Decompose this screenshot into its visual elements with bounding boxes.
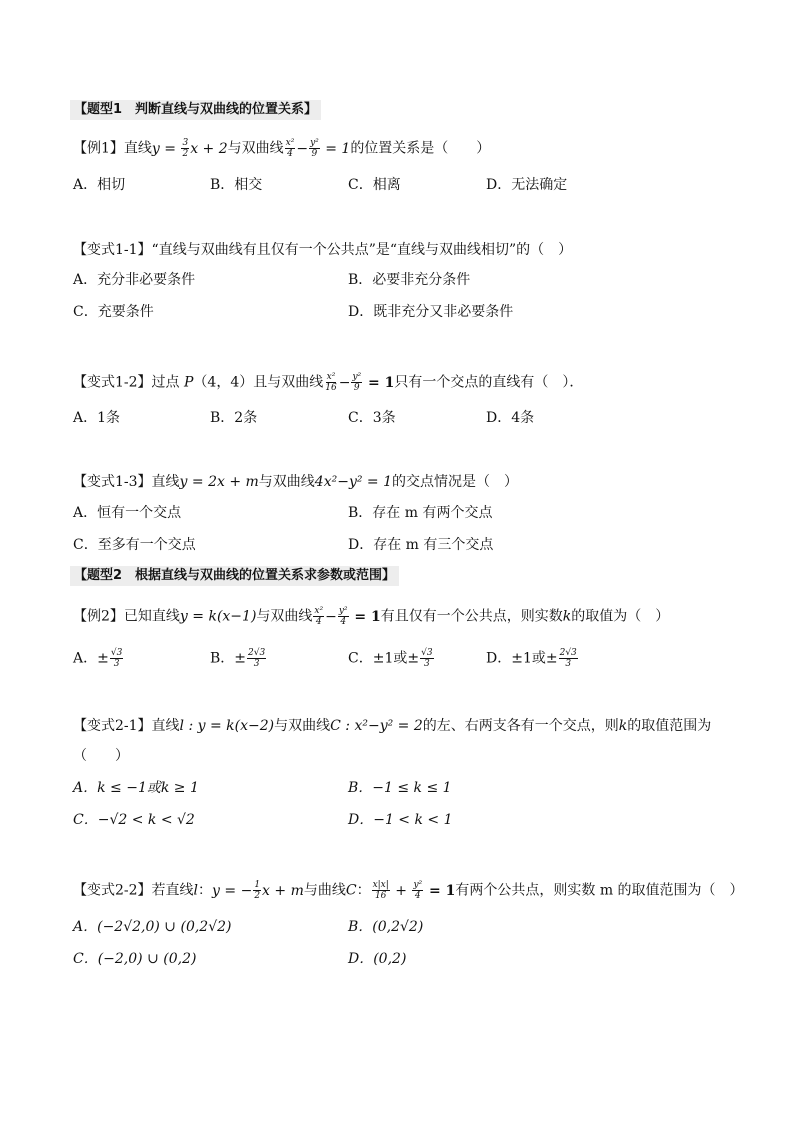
- text: 与双曲线: [274, 718, 331, 734]
- numerator: y²: [352, 372, 362, 382]
- fraction: [313, 606, 324, 627]
- denominator: 3: [565, 659, 572, 669]
- equation: [151, 138, 228, 159]
- text: 【变式1-3】直线: [73, 474, 180, 490]
- option-a[interactable]: A．充分非必要条件: [73, 272, 196, 288]
- fraction: [420, 648, 433, 669]
- denominator: 16: [374, 891, 387, 901]
- eq-part: +: [390, 882, 412, 899]
- numerator: 1: [254, 880, 261, 890]
- example-1-label: 【例1】: [73, 140, 124, 157]
- denominator: 2: [254, 891, 261, 901]
- eq-part: = 1: [320, 140, 351, 157]
- denominator: 4: [287, 149, 293, 159]
- option-b[interactable]: B．(0,2√2): [348, 919, 424, 935]
- option-c[interactable]: [348, 648, 435, 669]
- section-title-2: 【题型2 根据直线与双曲线的位置关系求参数或范围】: [70, 566, 399, 586]
- denominator: 4: [315, 617, 322, 627]
- numerator: √3: [110, 648, 123, 658]
- fraction: [110, 648, 123, 669]
- option-d[interactable]: [486, 648, 579, 669]
- variant-2-1-stem: [73, 716, 711, 736]
- denominator: 3: [423, 659, 430, 669]
- text: 有两个公共点，则实数 m 的取值范围为（ ）: [455, 882, 744, 899]
- text: 【例2】已知直线: [73, 608, 180, 625]
- equation: y = k(x−1): [179, 608, 257, 625]
- denominator: 4: [340, 617, 347, 627]
- point-p: P: [184, 374, 194, 391]
- denominator: 16: [325, 383, 337, 393]
- option-c[interactable]: C．−√2 < k < √2: [73, 812, 195, 828]
- text: 【变式1-2】过点: [73, 374, 184, 391]
- eq-part: y =: [151, 140, 181, 157]
- numerator: y²: [310, 138, 319, 148]
- text: 与双曲线: [227, 140, 284, 157]
- text: 的取值范围为: [627, 718, 712, 734]
- text: 的交点情况是（ ）: [392, 474, 519, 490]
- option-label: B．±: [210, 650, 247, 667]
- denominator: 2: [182, 149, 189, 159]
- option-d[interactable]: D．−1 < k < 1: [348, 812, 453, 828]
- denominator: 3: [113, 659, 120, 669]
- example-1-stem: [73, 138, 490, 159]
- eq-part: −: [338, 374, 351, 391]
- equation: l : y = k(x−2): [179, 718, 275, 734]
- equation: [371, 880, 456, 901]
- denominator: 3: [253, 659, 260, 669]
- fraction: [412, 880, 423, 901]
- option-b[interactable]: B．相交: [210, 177, 263, 193]
- text: 的取值为（ ）: [571, 608, 670, 625]
- option-label: A．±: [73, 650, 109, 667]
- numerator: x²: [326, 372, 336, 382]
- option-d[interactable]: D．(0,2): [348, 951, 407, 967]
- text: 与双曲线: [256, 608, 313, 625]
- variant-1-1-stem: 【变式1-1】“直线与双曲线有且仅有一个公共点”是“直线与双曲线相切”的（ ）: [73, 242, 573, 258]
- option-a[interactable]: [73, 648, 124, 669]
- numerator: 2√3: [559, 648, 577, 658]
- example-2-stem: [73, 606, 669, 627]
- fraction: [351, 372, 362, 393]
- numerator: x²: [314, 606, 324, 616]
- text: （4，4）: [193, 374, 254, 391]
- option-label: D．±1或±: [486, 650, 558, 667]
- text: ：: [356, 882, 371, 899]
- option-c[interactable]: C．至多有一个交点: [73, 537, 196, 553]
- equation: C : x²−y² = 2: [330, 718, 423, 734]
- option-d[interactable]: D．既非充分又非必要条件: [348, 304, 514, 320]
- fraction: [285, 138, 296, 159]
- text: ：: [198, 882, 213, 899]
- option-a[interactable]: A．恒有一个交点: [73, 505, 182, 521]
- eq-part: = 1: [349, 608, 381, 625]
- option-b[interactable]: [210, 648, 267, 669]
- var-c: C: [345, 882, 357, 899]
- equation: [323, 372, 395, 393]
- option-c[interactable]: C．充要条件: [73, 304, 154, 320]
- fraction: [372, 880, 390, 901]
- text: 与双曲线: [258, 474, 315, 490]
- option-b[interactable]: B．存在 m 有两个交点: [348, 505, 493, 521]
- eq-part: x + m: [262, 882, 304, 899]
- eq-part: x + 2: [190, 140, 228, 157]
- variant-1-3-stem: [73, 472, 518, 492]
- denominator: 9: [353, 383, 360, 393]
- option-a[interactable]: A．(−2√2,0) ∪ (0,2√2): [73, 919, 232, 935]
- numerator: x²: [285, 138, 295, 148]
- text: 【变式2-1】直线: [73, 718, 180, 734]
- text: 只有一个交点的直线有（ ）．: [394, 374, 584, 391]
- numerator: 2√3: [248, 648, 266, 658]
- text: 【变式2-2】若直线: [73, 882, 194, 899]
- text: 与曲线: [303, 882, 346, 899]
- eq-part: −: [325, 608, 337, 625]
- text: 直线: [123, 140, 152, 157]
- equation: y = 2x + m: [179, 474, 259, 490]
- variant-2-1-paren: （ ）: [73, 748, 129, 764]
- option-a[interactable]: A．1条: [73, 410, 121, 426]
- section-title-1: 【题型1 判断直线与双曲线的位置关系】: [70, 100, 321, 120]
- denominator: 4: [414, 891, 421, 901]
- fraction: [181, 138, 189, 159]
- var-l: l: [193, 882, 199, 899]
- numerator: √3: [421, 648, 433, 658]
- option-c[interactable]: C．3条: [348, 410, 396, 426]
- option-a[interactable]: A．k ≤ −1或k ≥ 1: [73, 780, 199, 796]
- var-k: k: [562, 608, 572, 625]
- equation: 4x²−y² = 1: [314, 474, 393, 490]
- option-a[interactable]: A．相切: [73, 177, 126, 193]
- text: 的左、右两支各有一个交点，则: [422, 718, 619, 734]
- fraction: [324, 372, 337, 393]
- eq-part: = 1: [424, 882, 456, 899]
- option-label: C．±1或±: [348, 650, 420, 667]
- numerator: 3: [182, 138, 189, 148]
- fraction: [253, 880, 261, 901]
- eq-part: = 1: [363, 374, 395, 391]
- variant-2-2-stem: [73, 880, 744, 901]
- fraction: [338, 606, 349, 627]
- fraction: [247, 648, 266, 669]
- eq-part: −: [296, 140, 309, 157]
- option-d[interactable]: D．无法确定: [486, 177, 568, 193]
- equation: [212, 880, 304, 901]
- option-d[interactable]: D．4条: [486, 410, 535, 426]
- text: 有且仅有一个公共点，则实数: [380, 608, 563, 625]
- fraction: [309, 138, 320, 159]
- option-b[interactable]: B．−1 ≤ k ≤ 1: [348, 780, 452, 796]
- equation: [284, 138, 351, 159]
- fraction: [559, 648, 578, 669]
- var-k: k: [618, 718, 628, 734]
- option-b[interactable]: B．必要非充分条件: [348, 272, 471, 288]
- numerator: y²: [413, 880, 423, 890]
- numerator: y²: [338, 606, 348, 616]
- variant-1-2-stem: [73, 372, 583, 393]
- option-c[interactable]: C．相离: [348, 177, 401, 193]
- text: 的位置关系是（ ）: [350, 140, 491, 157]
- option-d[interactable]: D．存在 m 有三个交点: [348, 537, 494, 553]
- numerator: x|x|: [372, 880, 389, 890]
- option-c[interactable]: C．(−2,0) ∪ (0,2): [73, 951, 197, 967]
- eq-part: y = −: [212, 882, 253, 899]
- text: 且与双曲线: [253, 374, 324, 391]
- equation: [312, 606, 381, 627]
- option-b[interactable]: B．2条: [210, 410, 258, 426]
- denominator: 9: [311, 149, 318, 159]
